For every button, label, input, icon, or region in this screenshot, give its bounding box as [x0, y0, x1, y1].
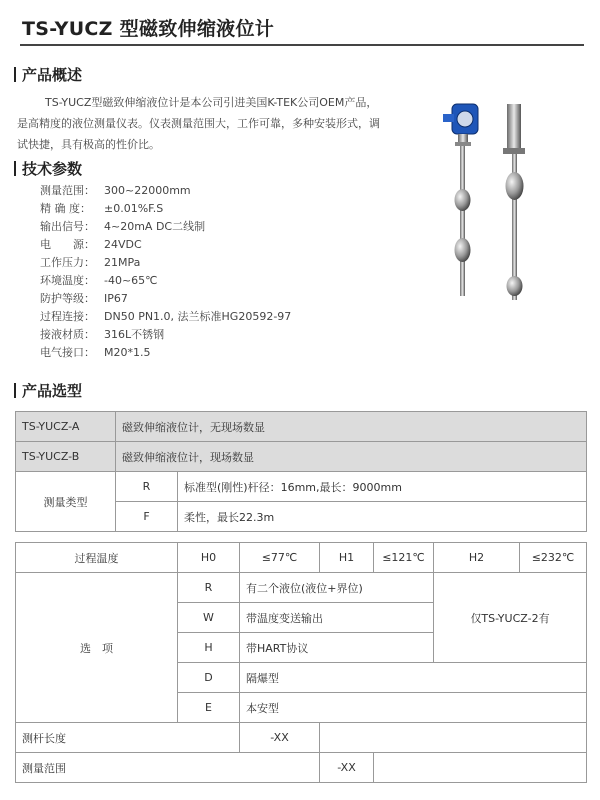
spec-row — [40, 326, 291, 344]
specs-heading — [14, 158, 82, 179]
table-row — [16, 753, 587, 783]
rod-length-label: 测杆长度 — [16, 723, 240, 753]
spec-row — [40, 272, 291, 290]
spec-row — [40, 182, 291, 200]
table-row — [16, 543, 587, 573]
table-row — [16, 442, 587, 472]
option-code: W — [178, 603, 240, 633]
model-code: TS-YUCZ-B — [16, 442, 116, 472]
option-code: R — [116, 472, 178, 502]
temp-value: ≤77℃ — [240, 543, 320, 573]
option-code: H — [178, 633, 240, 663]
heading-bar — [14, 383, 16, 398]
measure-type-label: 测量类型 — [16, 472, 116, 532]
temp-code: H1 — [320, 543, 374, 573]
model-code: TS-YUCZ-A — [16, 412, 116, 442]
table-gap — [16, 532, 587, 543]
product-image-plain — [495, 100, 535, 305]
heading-bar — [14, 67, 16, 82]
option-code: D — [178, 663, 240, 693]
spec-value: DN50 PN1.0, 法兰标准HG20592-97 — [104, 310, 292, 323]
rod-length-value: -XX — [240, 723, 320, 753]
title-divider — [20, 44, 584, 46]
spec-row — [40, 344, 291, 362]
option-desc: 柔性，最长22.3m — [178, 502, 587, 532]
spec-label: 工作压力： — [40, 256, 95, 269]
table-row — [16, 573, 587, 603]
spec-value: M20*1.5 — [104, 346, 151, 359]
selection-table — [15, 411, 587, 783]
option-desc: 标准型(刚性)杆径：16mm,最长：9000mm — [178, 472, 587, 502]
model-desc: 磁致伸缩液位计，无现场数显 — [116, 412, 587, 442]
options-note: 仅TS-YUCZ-2有 — [434, 573, 587, 663]
temp-code: H0 — [178, 543, 240, 573]
range-value: -XX — [320, 753, 374, 783]
temp-value: ≤121℃ — [374, 543, 434, 573]
table-row — [16, 723, 587, 753]
overview-heading — [14, 64, 82, 85]
spec-value: 21MPa — [104, 256, 141, 269]
product-image-with-display — [430, 100, 490, 305]
spec-value: 300~22000mm — [104, 184, 191, 197]
spec-value: IP67 — [104, 292, 128, 305]
spec-label: 防护等级： — [40, 292, 95, 305]
temp-code: H2 — [434, 543, 520, 573]
spec-value: 316L不锈钢 — [104, 328, 165, 341]
overview-text: TS-YUCZ型磁致伸缩液位计是本公司引进美国K-TEK公司OEM产品，是高精度的液位测量仪表。仪表测量范围大，工作可靠，多种安装形式，调试快捷，具有极高的性价比。 — [17, 96, 380, 151]
spec-label: 过程连接： — [40, 310, 95, 323]
spec-row — [40, 200, 291, 218]
page-title: TS-YUCZ 型磁致伸缩液位计 — [22, 18, 275, 40]
spec-row — [40, 308, 291, 326]
spec-label: 测量范围： — [40, 184, 95, 197]
spec-row — [40, 254, 291, 272]
heading-bar — [14, 161, 16, 176]
selection-heading-text: 产品选型 — [22, 382, 83, 400]
spec-row — [40, 236, 291, 254]
spec-label: 环境温度： — [40, 274, 95, 287]
spec-label: 精 确 度： — [40, 202, 91, 215]
temp-value: ≤232℃ — [520, 543, 587, 573]
options-label: 选 项 — [16, 573, 178, 723]
spec-row — [40, 290, 291, 308]
spec-list — [40, 182, 291, 362]
spec-value: ±0.01%F.S — [104, 202, 164, 215]
model-desc: 磁致伸缩液位计，现场数显 — [116, 442, 587, 472]
option-desc: 本安型 — [240, 693, 587, 723]
range-label: 测量范围 — [16, 753, 320, 783]
option-code: R — [178, 573, 240, 603]
spec-value: 4~20mA DC二线制 — [104, 220, 206, 233]
specs-heading-text: 技术参数 — [22, 160, 83, 178]
table-row — [16, 412, 587, 442]
selection-heading — [14, 380, 82, 401]
option-desc: 有二个液位(液位+界位) — [240, 573, 434, 603]
option-code: E — [178, 693, 240, 723]
spec-label: 电气接口： — [40, 346, 95, 359]
spec-row — [40, 218, 291, 236]
table-row — [16, 472, 587, 502]
spec-value: 24VDC — [104, 238, 142, 251]
spec-label: 输出信号： — [40, 220, 95, 233]
process-temp-label: 过程温度 — [16, 543, 178, 573]
option-desc: 带HART协议 — [240, 633, 434, 663]
spec-value: -40~65℃ — [104, 274, 158, 287]
option-desc: 隔爆型 — [240, 663, 587, 693]
option-desc: 带温度变送输出 — [240, 603, 434, 633]
option-code: F — [116, 502, 178, 532]
overview-heading-text: 产品概述 — [22, 66, 83, 84]
spec-label: 电 源： — [40, 238, 95, 251]
spec-label: 接液材质： — [40, 328, 95, 341]
